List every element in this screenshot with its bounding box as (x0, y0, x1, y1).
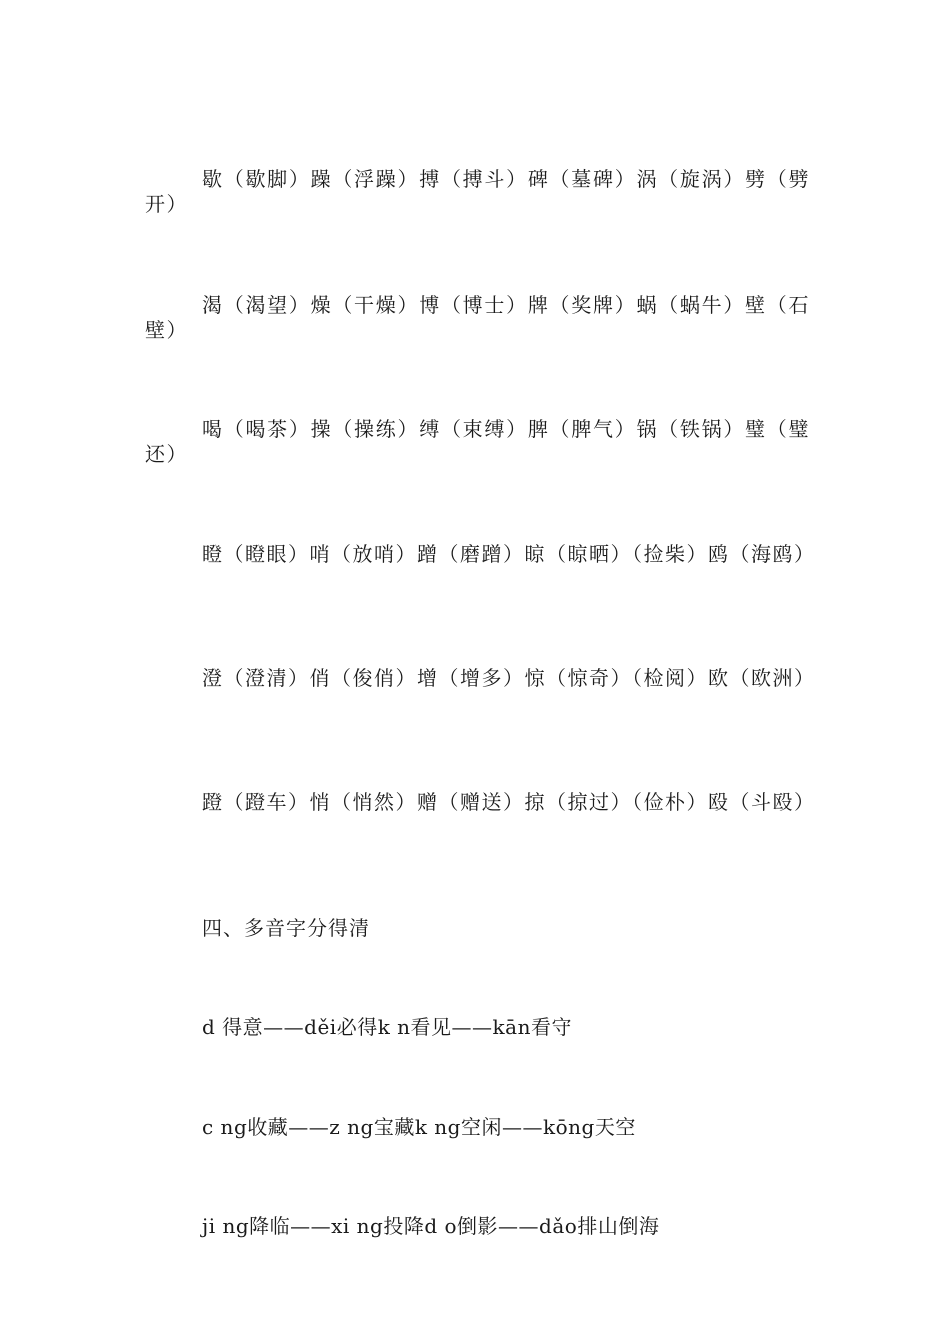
polyphone-line-2: c ng收藏——z ng宝藏k ng空闲——kōng天空 (202, 1115, 636, 1139)
word-list-paragraph-6: 蹬（蹬车）悄（悄然）赠（赠送）掠（掠过）（俭朴）殴（斗殴） (202, 790, 816, 814)
polyphone-line-3: ji ng降临——xi ng投降d o倒影——dǎo排山倒海 (202, 1214, 660, 1238)
polyphone-line-1: d 得意——děi必得k n看见——kān看守 (202, 1015, 572, 1039)
word-list-paragraph-3: 喝（喝茶）操（操练）缚（束缚）脾（脾气）锅（铁锅）璧（璧还） (145, 417, 810, 466)
word-list-paragraph-2: 渴（渴望）燥（干燥）博（博士）牌（奖牌）蜗（蜗牛）壁（石壁） (145, 293, 810, 342)
word-list-paragraph-5: 澄（澄清）俏（俊俏）增（增多）惊（惊奇）（检阅）欧（欧洲） (202, 666, 816, 690)
word-list-paragraph-1: 歇（歇脚）躁（浮躁）搏（搏斗）碑（墓碑）涡（旋涡）劈（劈开） (145, 167, 810, 216)
section-heading: 四、多音字分得清 (202, 916, 370, 940)
word-list-paragraph-4: 瞪（瞪眼）哨（放哨）蹭（磨蹭）晾（晾晒）（捡柴）鸥（海鸥） (202, 542, 816, 566)
